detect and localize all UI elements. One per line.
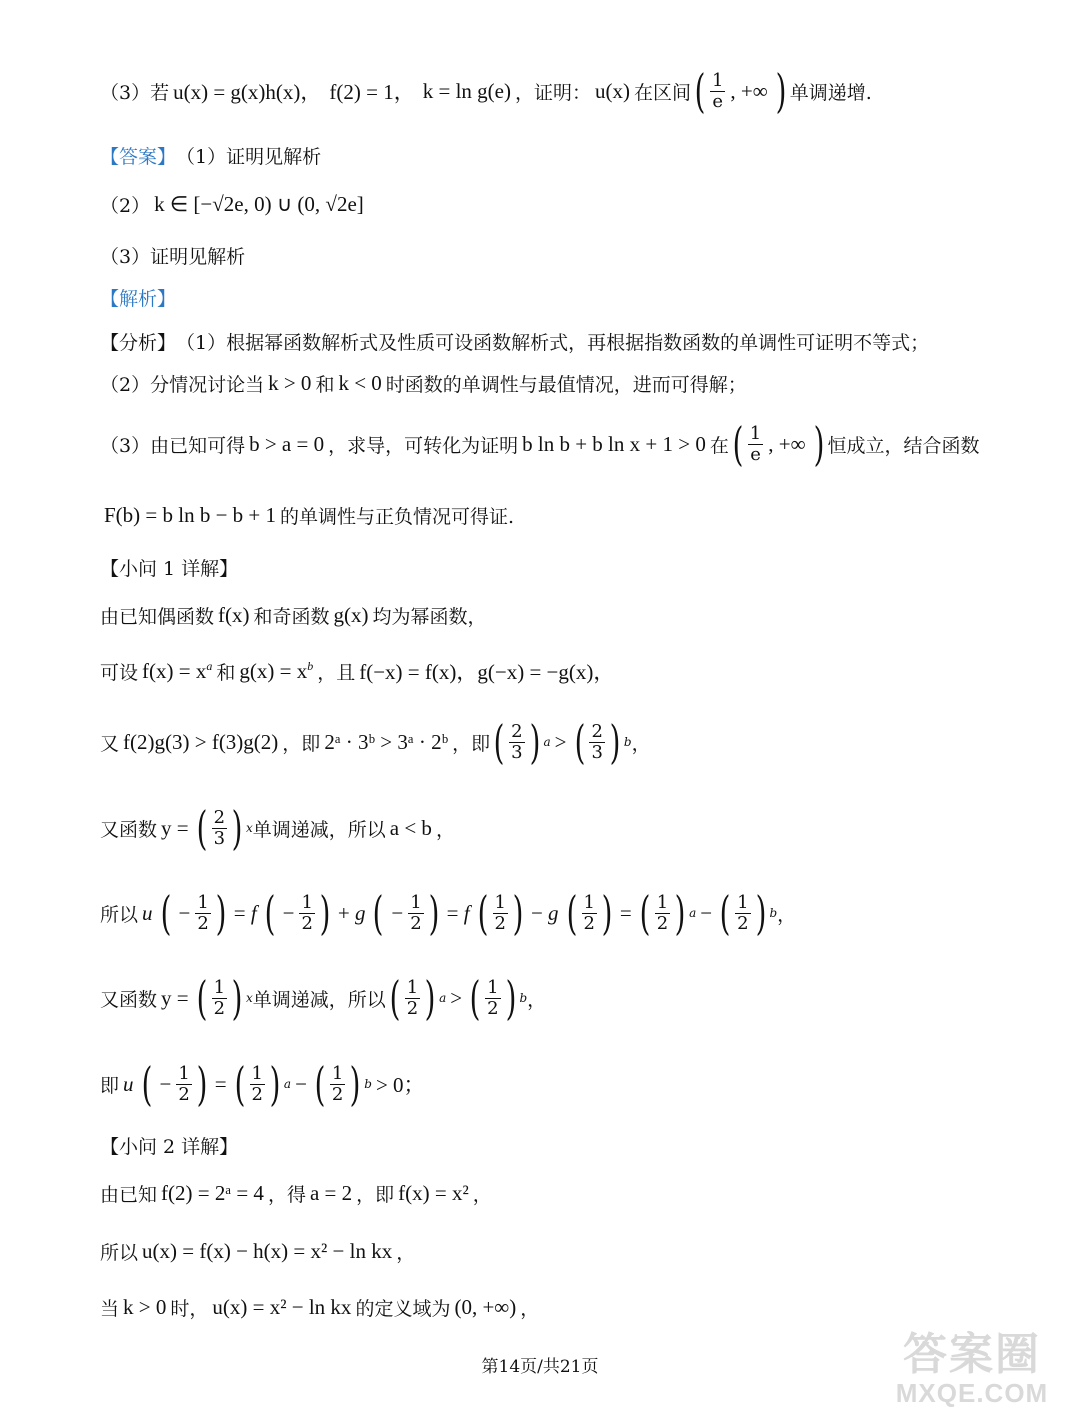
s1l3-b: ，即 <box>282 732 321 755</box>
sub1-line2 <box>100 654 1040 688</box>
minus-g: − g <box>530 900 559 925</box>
paren-open: ( <box>477 886 488 940</box>
q3-expr2: f(2) = 1， <box>329 80 415 104</box>
frac-den: 2 <box>213 997 226 1019</box>
sup-a: a <box>283 1077 292 1091</box>
frac-half <box>405 978 420 1019</box>
s1l2-a: 可设 <box>100 661 139 684</box>
s1l3-frac1 <box>509 722 524 763</box>
frac-half <box>408 893 423 934</box>
paren-open: ( <box>264 886 276 940</box>
paren-close: ) <box>215 886 227 940</box>
s2l3-c: 的定义域为 <box>355 1297 451 1320</box>
frac-num: 2 <box>511 720 523 742</box>
frac-den: 3 <box>591 741 603 763</box>
frac-num: 1 <box>197 891 209 913</box>
s1l3-a: 又 <box>100 732 120 755</box>
answer-line-3 <box>100 240 1040 270</box>
frac-half <box>299 893 314 934</box>
paren-close: ) <box>196 1057 208 1111</box>
s2l1-b: ，得 <box>267 1183 306 1206</box>
analysis-p1 <box>100 326 1040 356</box>
sup-x: x <box>245 821 253 835</box>
p3-b: ，求导，可转化为证明 <box>328 434 519 457</box>
eq-f: = f <box>446 900 470 925</box>
frac-half <box>176 1064 191 1105</box>
s1l1-a: 由已知偶函数 <box>100 605 215 628</box>
q3-interval-tail: , +∞ <box>730 78 768 103</box>
s2l1-a: 由已知 <box>100 1183 158 1206</box>
q3-prefix: （3）若 <box>100 81 170 104</box>
s1l4-b: 单调递减，所以 <box>252 818 386 841</box>
q3-mid2: 在区间 <box>634 81 692 104</box>
paren-open: ( <box>160 886 171 940</box>
frac-half <box>485 978 500 1019</box>
page-footer: 第14页/共21页 <box>481 1357 599 1377</box>
s2l3-d: ， <box>520 1297 540 1320</box>
p4-text: 的单调性与正负情况可得证. <box>280 505 515 528</box>
paren-open: ( <box>314 1057 326 1111</box>
gt-sign: > <box>450 985 463 1010</box>
frac-half <box>212 978 227 1019</box>
paren-close: ) <box>231 971 243 1025</box>
frac-num: 1 <box>301 891 313 913</box>
minus: − <box>295 1071 307 1096</box>
s2l1-e1: f(2) = 2ᵃ = 4 <box>161 1180 264 1205</box>
frac-den: 2 <box>494 912 506 934</box>
paren-open: ( <box>639 886 651 940</box>
s1l7-end: > 0； <box>375 1073 425 1097</box>
paren-close: ) <box>424 971 436 1025</box>
frac-num: 1 <box>213 976 226 998</box>
s1l2-sup1: a <box>206 658 213 673</box>
sub1-line4 <box>100 800 1040 856</box>
paren-open: ( <box>694 64 706 118</box>
s1l2-b: 和 <box>216 661 236 684</box>
frac-den: e <box>712 90 724 112</box>
s2l3-a: 当 <box>100 1297 120 1320</box>
p3-expr2: b ln b + b ln x + 1 > 0 <box>522 431 706 456</box>
sup-b: b <box>623 735 632 749</box>
s1l6-y: y = <box>161 985 189 1010</box>
sup-b: b <box>364 1077 372 1091</box>
paren-close: ) <box>775 64 787 118</box>
sup-a: a <box>439 991 447 1005</box>
analysis-p4 <box>100 498 1040 532</box>
paren-open: ( <box>141 1057 152 1111</box>
s1l4-a: 又函数 <box>100 818 158 841</box>
sub1-line6 <box>100 970 1040 1026</box>
p3-c: 在 <box>709 434 729 457</box>
s1l2-e2-text: g(x) = x <box>239 658 308 683</box>
s1l4-frac <box>212 808 227 849</box>
minus: − <box>391 900 404 925</box>
frac-den: 2 <box>178 1083 190 1105</box>
s2l1-d: ， <box>472 1183 492 1206</box>
q3-expr3: k = ln g(e) <box>422 78 511 103</box>
s2l3-e2: u(x) = x² − ln kx <box>212 1294 352 1319</box>
answer-line-2 <box>100 186 1040 222</box>
paren-open: ( <box>719 886 731 940</box>
p2-b: 和 <box>315 373 335 396</box>
comma: ， <box>631 732 651 755</box>
s2l3-e1: k > 0 <box>123 1294 167 1319</box>
frac-half <box>655 893 670 934</box>
q3-expr4: u(x) <box>595 78 630 103</box>
frac-num: 1 <box>583 891 595 913</box>
watermark-line2: MXQE.COM <box>895 1378 1049 1408</box>
frac-den: 3 <box>511 741 523 763</box>
s1l1-b: 和奇函数 <box>253 605 330 628</box>
s2l1-c: ，即 <box>356 1183 395 1206</box>
sub2-header: 【小问 2 详解】 <box>100 1135 239 1158</box>
watermark-logo <box>882 1318 1062 1408</box>
sub1-header: 【小问 1 详解】 <box>100 557 239 580</box>
sub1-header-line <box>100 552 1040 582</box>
p3-expr1: b > a = 0 <box>249 431 325 456</box>
paren-open: ( <box>493 715 505 769</box>
analysis-p2 <box>100 368 1040 398</box>
analysis-p3 <box>100 418 1040 470</box>
s1l3-frac2 <box>589 722 604 763</box>
paren-open: ( <box>732 417 744 471</box>
watermark-line1: 答案圈 <box>903 1330 1041 1379</box>
s1l2-sup2: b <box>307 658 314 673</box>
s1l4-e: a < b <box>389 815 432 840</box>
frac-num: 1 <box>737 891 749 913</box>
frac-den: e <box>750 443 761 465</box>
p3-a: （3）由已知可得 <box>100 434 246 457</box>
comma: ， <box>527 988 547 1011</box>
paren-open: ( <box>574 715 585 769</box>
p2-c: 时函数的单调性与最值情况，进而可得解； <box>385 373 747 396</box>
answer-2-prefix: （2） <box>100 194 151 217</box>
frac-half <box>250 1064 265 1105</box>
paren-close: ) <box>755 886 766 940</box>
paren-close: ) <box>319 886 331 940</box>
s1l7-a: 即 <box>100 1074 120 1097</box>
p4-expr: F(b) = b ln b − b + 1 <box>104 502 277 527</box>
s1l3-c: ，即 <box>452 732 491 755</box>
paren-open: ( <box>469 971 481 1025</box>
s1l2-e1-text: f(x) = x <box>142 658 207 683</box>
s1l4-y: y = <box>161 815 189 840</box>
minus: − <box>282 900 295 925</box>
plus-g: + g <box>337 900 366 925</box>
analysis-p1-text: （1）根据幂函数解析式及性质可设函数解析式，再根据指数函数的单调性可证明不等式； <box>176 331 930 354</box>
frac-half <box>330 1064 345 1105</box>
paren-close: ) <box>428 886 440 940</box>
paren-close: ) <box>609 715 621 769</box>
p3-d: 恒成立，结合函数 <box>827 434 980 457</box>
frac-num: 1 <box>410 891 422 913</box>
sub1-line3 <box>100 714 1040 770</box>
frac-num: 1 <box>178 1062 190 1084</box>
frac-num: 1 <box>487 976 499 998</box>
analysis-label-line <box>100 282 1040 312</box>
answer-3: （3）证明见解析 <box>100 245 246 268</box>
eq-f: = f <box>233 900 257 925</box>
s2l3-e3: (0, +∞) <box>454 1294 517 1319</box>
frac-num: 2 <box>213 806 226 828</box>
analysis-label: 【解析】 <box>100 287 177 310</box>
frac-num: 1 <box>749 422 762 444</box>
paren-close: ) <box>601 886 613 940</box>
frac-den: 2 <box>583 912 595 934</box>
q3-expr1: u(x) = g(x)h(x)， <box>173 80 322 104</box>
eq: = <box>214 1071 227 1096</box>
minus: − <box>178 900 191 925</box>
s1l3-e1: f(2)g(3) > f(3)g(2) <box>123 729 279 754</box>
frac-num: 2 <box>591 720 603 742</box>
s1l1-c: 均为幂函数， <box>372 605 487 628</box>
frac-den: 2 <box>331 1083 344 1105</box>
eq: = <box>619 900 632 925</box>
paren-close: ) <box>529 715 540 769</box>
s2l2-b: ， <box>396 1241 416 1264</box>
sub1-line1 <box>100 598 1040 632</box>
s2l1-e2: a = 2 <box>309 1180 353 1205</box>
frac-num: 1 <box>406 976 419 998</box>
frac-den: 2 <box>410 912 422 934</box>
u-sym: u <box>142 900 153 925</box>
paren-open: ( <box>389 971 401 1025</box>
s1l2-e2 <box>235 659 317 684</box>
sub1-line5 <box>100 884 1040 942</box>
sub2-header-line <box>100 1130 1040 1160</box>
question-3 <box>100 66 1040 116</box>
frac-num: 1 <box>711 69 724 91</box>
frac-den: 2 <box>406 997 419 1019</box>
frac-num: 1 <box>331 1062 344 1084</box>
paren-open: ( <box>234 1057 245 1111</box>
fenxi-label: 【分析】 <box>100 331 177 354</box>
sub1-line7 <box>100 1056 1040 1112</box>
s1l6-a: 又函数 <box>100 988 158 1011</box>
s1l6-b: 单调递减，所以 <box>252 988 386 1011</box>
s1l2-e3: f(−x) = f(x)，g(−x) = −g(x)， <box>359 660 615 684</box>
q3-mid: ，证明： <box>514 81 591 104</box>
paren-open: ( <box>566 886 577 940</box>
p2-expr1: k > 0 <box>268 370 312 395</box>
frac-num: 1 <box>494 891 506 913</box>
sup-x: x <box>245 991 253 1005</box>
gt-sign: > <box>554 729 567 754</box>
frac-half <box>493 893 508 934</box>
answer-line-1 <box>100 140 1040 170</box>
frac-half <box>195 893 210 934</box>
frac-den: 2 <box>656 912 669 934</box>
s2l2-e: u(x) = f(x) − h(x) = x² − ln kx <box>142 1238 393 1263</box>
paren-close: ) <box>231 801 243 855</box>
sup-b: b <box>769 906 778 920</box>
s2l2-a: 所以 <box>100 1241 139 1264</box>
answer-1: （1）证明见解析 <box>176 145 322 168</box>
s1l4-c: ， <box>435 818 455 841</box>
frac-den: 2 <box>487 997 499 1019</box>
sup-b: b <box>519 991 528 1005</box>
s2l3-b: 时， <box>170 1297 209 1320</box>
s1l1-f: f(x) <box>218 602 250 627</box>
paren-close: ) <box>505 971 516 1025</box>
frac-half <box>582 893 597 934</box>
s1l3-e2: 2ᵃ · 3ᵇ > 3ᵃ · 2ᵇ <box>324 729 449 754</box>
q3-interval-fraction <box>710 71 725 112</box>
sub2-line1 <box>100 1176 1040 1210</box>
sup-a: a <box>543 735 551 749</box>
minus: − <box>159 1071 172 1096</box>
frac-den: 2 <box>197 912 209 934</box>
frac-num: 1 <box>251 1062 263 1084</box>
s2l1-e3: f(x) = x² <box>398 1180 469 1205</box>
u-sym: u <box>123 1071 134 1096</box>
frac-den: 2 <box>251 1083 263 1105</box>
p2-expr2: k < 0 <box>338 370 382 395</box>
paren-open: ( <box>373 886 384 940</box>
paren-close: ) <box>349 1057 361 1111</box>
paren-close: ) <box>813 417 824 471</box>
s1l5-a: 所以 <box>100 903 139 926</box>
frac-half <box>735 893 750 934</box>
minus: − <box>700 900 713 925</box>
p3-tail: , +∞ <box>768 431 806 456</box>
sup-a: a <box>689 906 697 920</box>
s1l2-e1 <box>138 659 216 684</box>
paren-open: ( <box>196 971 207 1025</box>
frac-den: 2 <box>301 912 313 934</box>
frac-den: 3 <box>213 827 226 849</box>
paren-close: ) <box>269 1057 281 1111</box>
q3-suffix: 单调递增. <box>789 81 872 104</box>
frac-num: 1 <box>656 891 669 913</box>
s1l2-c: ，且 <box>317 661 356 684</box>
paren-close: ) <box>674 886 686 940</box>
paren-open: ( <box>196 801 207 855</box>
paren-close: ) <box>512 886 524 940</box>
answer-label: 【答案】 <box>100 145 177 168</box>
answer-2-expr: k ∈ [−√2e, 0) ∪ (0, √2e] <box>154 191 364 216</box>
comma: ， <box>777 903 797 926</box>
sub2-line2 <box>100 1234 1040 1268</box>
p3-fraction <box>748 424 763 465</box>
p2-a: （2）分情况讨论当 <box>100 373 265 396</box>
s1l1-g: g(x) <box>333 602 369 627</box>
frac-den: 2 <box>737 912 749 934</box>
